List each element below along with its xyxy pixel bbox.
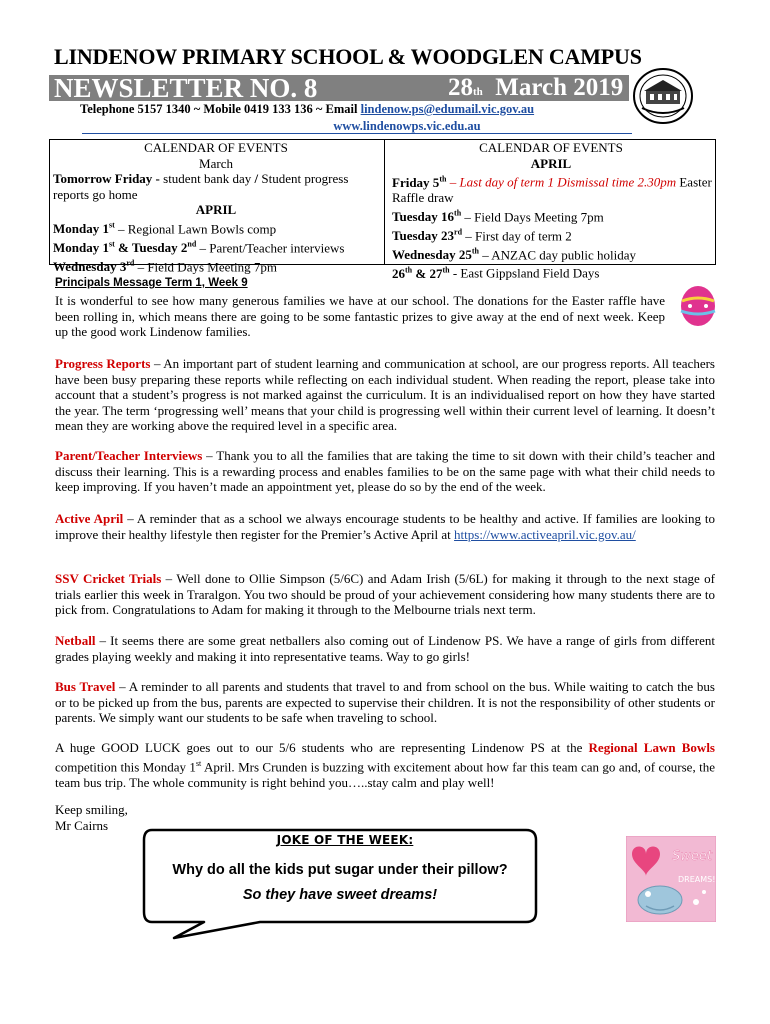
calendar-heading: CALENDAR OF EVENTS bbox=[144, 140, 288, 155]
ssv-cricket-paragraph: SSV Cricket Trials – Well done to Ollie Simpson (5/6C) and Adam Irish (5/6L) for making it through to the next stage of trials earlier this week in Traralgon. You two should be proud of your achievement considering how many students there are to pick from. Congratulations to Adam for making it through to the Melbourne trials next term. bbox=[55, 571, 715, 618]
calendar-right-column bbox=[392, 140, 712, 281]
active-april-paragraph: Active April – A reminder that as a school we always encourage students to be healthy and active. If families are looking to improve their healthy lifestyle then register for the Premier’s Active April at https://www.activeapril.vic.gov.au/ bbox=[55, 511, 716, 542]
good-luck-paragraph: A huge GOOD LUCK goes out to our 5/6 students who are representing Lindenow PS at the Regional Lawn Bowls competition this Monday 1st April. Mrs Crunden is buzzing with excitement about how far this team can go and, of course, the team bus trip. The whole community is right behind you…..stay calm and play well! bbox=[55, 740, 715, 790]
newsletter-number: NEWSLETTER NO. 8 bbox=[54, 73, 318, 103]
calendar-divider bbox=[384, 139, 385, 265]
calendar-item: Monday 1st & Tuesday 2nd – Parent/Teacher interviews bbox=[53, 239, 345, 256]
calendar-item: Friday 5th – Last day of term 1 Dismissal time 2.30pm Easter Raffle draw bbox=[392, 174, 712, 206]
email-link[interactable]: lindenow.ps@edumail.vic.gov.au bbox=[360, 102, 535, 116]
sweet-dreams-image bbox=[626, 836, 716, 922]
progress-reports-paragraph: Progress Reports – An important part of student learning and communication at school, are our progress reports. All teachers have been busy preparing these reports while reflecting on each individual student. When reading the report, please take into account that a student’s progress is not marked against the curriculum. It is an individualised report on how they have started the year. The term ‘progressing well’ means that your child is progressing well within their current level of learning. It doesn’t mean they are working above the required level in a specific area. bbox=[55, 356, 715, 434]
svg-text:Sweet: Sweet bbox=[672, 849, 712, 864]
calendar-heading: CALENDAR OF EVENTS bbox=[479, 140, 623, 155]
easter-egg-icon bbox=[678, 283, 718, 327]
calendar-month: APRIL bbox=[530, 155, 572, 171]
calendar-item: Monday 1st – Regional Lawn Bowls comp bbox=[53, 220, 277, 237]
calendar-item: Tuesday 23rd – First day of term 2 bbox=[392, 227, 572, 243]
website-link[interactable]: www.lindenowps.vic.edu.au bbox=[82, 119, 632, 134]
joke-question: Why do all the kids put sugar under their pillow? bbox=[172, 862, 508, 878]
newsletter-date: 28th March 2019 bbox=[448, 74, 624, 101]
calendar-item: 26th & 27th - East Gippsland Field Days bbox=[392, 265, 600, 281]
calendar-month: March bbox=[199, 155, 233, 171]
contact-line: Telephone 5157 1340 ~ Mobile 0419 133 136 ~ Email lindenow.ps@edumail.vic.gov.au bbox=[80, 102, 535, 116]
signoff-line: Keep smiling, bbox=[55, 802, 128, 817]
principal-message-heading: Principals Message Term 1, Week 9 bbox=[55, 277, 248, 289]
signoff-name: Mr Cairns bbox=[55, 818, 109, 833]
calendar-month: APRIL bbox=[195, 202, 237, 218]
svg-text:DREAMS!: DREAMS! bbox=[678, 875, 716, 884]
principal-intro: It is wonderful to see how many generous families we have at our school. The donations for the Easter raffle have been rolling in, which means there are going to be some fantastic prizes to give away at the end of next week. Keep up the good work Lindenow families. bbox=[55, 293, 665, 340]
bus-travel-paragraph: Bus Travel – A reminder to all parents and students that travel to and from school on the bus. While waiting to catch the bus or to be picked up from the bus, parents are expected to supervise their children. It is not the responsibility of other students or parents. We simply want our students to be safe when traveling to school. bbox=[55, 679, 715, 726]
netball-paragraph: Netball – It seems there are some great netballers also coming out of Lindenow PS. We have a range of girls from different grades playing weekly and making it into representative teams. Way to go girls! bbox=[55, 633, 715, 664]
calendar-item: Wednesday 25th – ANZAC day public holiday bbox=[392, 246, 637, 262]
parent-teacher-paragraph: Parent/Teacher Interviews – Thank you to all the families that are taking the time to sit down with their child’s teacher and discuss their learning. This is a rewarding process and enables families to be on the same page with what their child needs to keep improving. If you haven’t made an appointment yet, please do so by the end of the week. bbox=[55, 448, 715, 495]
calendar-left-column bbox=[53, 140, 383, 275]
calendar-item: Wednesday 3rd – Field Days Meeting 7pm bbox=[53, 258, 277, 275]
joke-answer: So they have sweet dreams! bbox=[242, 887, 438, 903]
active-april-link[interactable]: https://www.activeapril.vic.gov.au/ bbox=[454, 526, 636, 542]
calendar-item: Tomorrow Friday - student bank day / Student progress reports go home bbox=[53, 171, 349, 202]
school-title: LINDENOW PRIMARY SCHOOL & WOODGLEN CAMPUS bbox=[54, 44, 642, 69]
calendar-of-events bbox=[49, 139, 716, 281]
calendar-item: Tuesday 16th – Field Days Meeting 7pm bbox=[392, 208, 604, 225]
school-logo-icon bbox=[632, 66, 694, 126]
joke-heading: JOKE OF THE WEEK: bbox=[276, 833, 414, 847]
